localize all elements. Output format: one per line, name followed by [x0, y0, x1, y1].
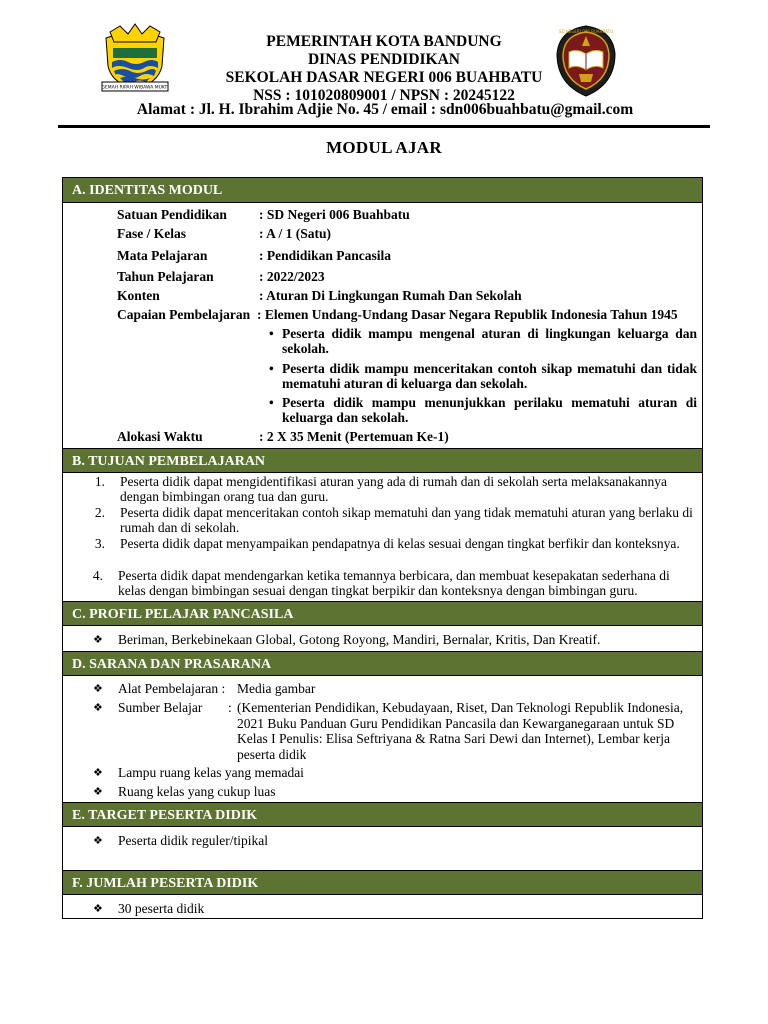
list-item-number: 3.	[94, 536, 105, 551]
diamond-bullet-icon: ❖	[93, 767, 103, 779]
identity-value-capaian: : Elemen Undang-Undang Dasar Negara Republik Indonesia Tahun 1945	[257, 307, 678, 322]
list-item-number: 4.	[92, 568, 103, 583]
list-item-text: Peserta didik dapat menceritakan contoh sikap mematuhi dan yang tidak mematuhi aturan yang berlaku di rumah dan di sekolah.	[120, 505, 693, 535]
school-address: Alamat : Jl. H. Ibrahim Adjie No. 45 / email : sdn006buahbatu@gmail.com	[136, 101, 634, 118]
identity-label-alokasi: Alokasi Waktu	[117, 429, 203, 444]
list-item-text: Lampu ruang kelas yang memadai	[118, 765, 304, 780]
diamond-bullet-icon: ❖	[93, 702, 103, 714]
identity-value-alokasi: : 2 X 35 Menit (Pertemuan Ke-1)	[259, 429, 449, 444]
list-item-text: Peserta didik dapat mendengarkan ketika temannya berbicara, dan membuat kesepakatan sederhana di kelas dengan bimbingan sesuai dengan tingkat berpikir dan konteksnya dengan bimbingan guru.	[118, 568, 670, 598]
identity-value-mapel: : Pendidikan Pancasila	[259, 248, 392, 263]
module-table	[62, 177, 703, 919]
identity-value-satuan: : SD Negeri 006 Buahbatu	[259, 207, 410, 222]
sumber-label: Sumber Belajar	[118, 700, 203, 715]
list-item-text: Peserta didik dapat menyampaikan pendapatnya di kelas sesuai dengan tingkat berfikir dan konteksnya.	[120, 536, 680, 551]
diamond-bullet-icon: ❖	[93, 835, 103, 847]
capaian-bullet-text: Peserta didik mampu menunjukkan perilaku mematuhi aturan di keluarga dan sekolah.	[282, 395, 697, 425]
capaian-bullet-text: Peserta didik mampu mengenal aturan di lingkungan keluarga dan sekolah.	[282, 326, 697, 356]
section-e-header: E. TARGET PESERTA DIDIK	[63, 802, 702, 827]
identity-label-satuan: Satuan Pendidikan	[117, 207, 227, 222]
list-item-text: Beriman, Berkebinekaan Global, Gotong Royong, Mandiri, Bernalar, Kritis, Dan Kreatif.	[118, 632, 601, 647]
identity-label-fase: Fase / Kelas	[117, 226, 186, 241]
alat-value: Media gambar	[237, 681, 316, 696]
diamond-bullet-icon: ❖	[93, 634, 103, 646]
school-emblem-icon	[555, 24, 617, 98]
capaian-bullet-text: Peserta didik mampu menceritakan contoh sikap mematuhi dan tidak mematuhi aturan di keluarga dan sekolah.	[282, 361, 697, 391]
sumber-value: (Kementerian Pendidikan, Kebudayaan, Riset, Dan Teknologi Republik Indonesia, 2021 Buku Panduan Guru Pendidikan Pancasila dan Kewarganegaraan untuk SD Kelas I Penulis: Elisa Seftriyana & Ratna Sari Dewi dan Internet), Lembar kerja peserta didik	[237, 700, 684, 762]
section-d-header: D. SARANA DAN PRASARANA	[63, 651, 702, 676]
list-item-number: 1.	[94, 474, 105, 489]
logo-right-text: SD NEGERI 006 BUAHBATU	[558, 29, 614, 34]
identity-label-mapel: Mata Pelajaran	[117, 248, 208, 263]
identity-label-capaian: Capaian Pembelajaran	[117, 307, 251, 322]
capaian-bullet: • Peserta didik mampu menceritakan contoh sikap mematuhi dan tidak mematuhi aturan di keluarga dan sekolah.	[269, 361, 697, 391]
diamond-bullet-icon: ❖	[93, 683, 103, 695]
document-title: MODUL AJAR	[326, 138, 442, 157]
letterhead-line4: NSS : 101020809001 / NPSN : 20245122	[253, 87, 515, 104]
section-f-header: F. JUMLAH PESERTA DIDIK	[63, 870, 702, 895]
list-item-text: Ruang kelas yang cukup luas	[118, 784, 276, 799]
capaian-bullet: • Peserta didik mampu mengenal aturan di lingkungan keluarga dan sekolah.	[269, 326, 697, 356]
list-item-text: 30 peserta didik	[118, 901, 205, 916]
identity-value-konten: : Aturan Di Lingkungan Rumah Dan Sekolah	[259, 288, 522, 303]
diamond-bullet-icon: ❖	[93, 786, 103, 798]
identity-label-tahun: Tahun Pelajaran	[117, 269, 214, 284]
diamond-bullet-icon: ❖	[93, 903, 103, 915]
alat-label: Alat Pembelajaran :	[118, 681, 226, 696]
letterhead	[0, 0, 768, 130]
section-a-header: A. IDENTITAS MODUL	[63, 178, 702, 203]
section-c-header: C. PROFIL PELAJAR PANCASILA	[63, 601, 702, 626]
letterhead-text	[150, 33, 618, 105]
letterhead-divider	[58, 125, 710, 128]
capaian-bullet: • Peserta didik mampu menunjukkan perilaku mematuhi aturan di keluarga dan sekolah.	[269, 395, 697, 425]
sumber-colon: :	[228, 700, 232, 715]
logo-left-motto: GEMAH RIPAH WIBAWA MUKTI	[101, 85, 169, 91]
identity-value-tahun: : 2022/2023	[259, 269, 325, 284]
letterhead-line2: DINAS PENDIDIKAN	[307, 51, 460, 68]
list-item-text: Peserta didik reguler/tipikal	[118, 833, 268, 848]
list-item-text: Peserta didik dapat mengidentifikasi aturan yang ada di rumah dan di sekolah serta melaksanakannya dengan bimbingan orang tua dan guru.	[120, 474, 667, 504]
section-b-header: B. TUJUAN PEMBELAJARAN	[63, 448, 702, 473]
letterhead-line1: PEMERINTAH KOTA BANDUNG	[266, 33, 502, 50]
list-item-number: 2.	[94, 505, 105, 520]
letterhead-line3: SEKOLAH DASAR NEGERI 006 BUAHBATU	[225, 69, 543, 86]
identity-value-fase: : A / 1 (Satu)	[259, 226, 332, 241]
identity-label-konten: Konten	[117, 288, 160, 303]
